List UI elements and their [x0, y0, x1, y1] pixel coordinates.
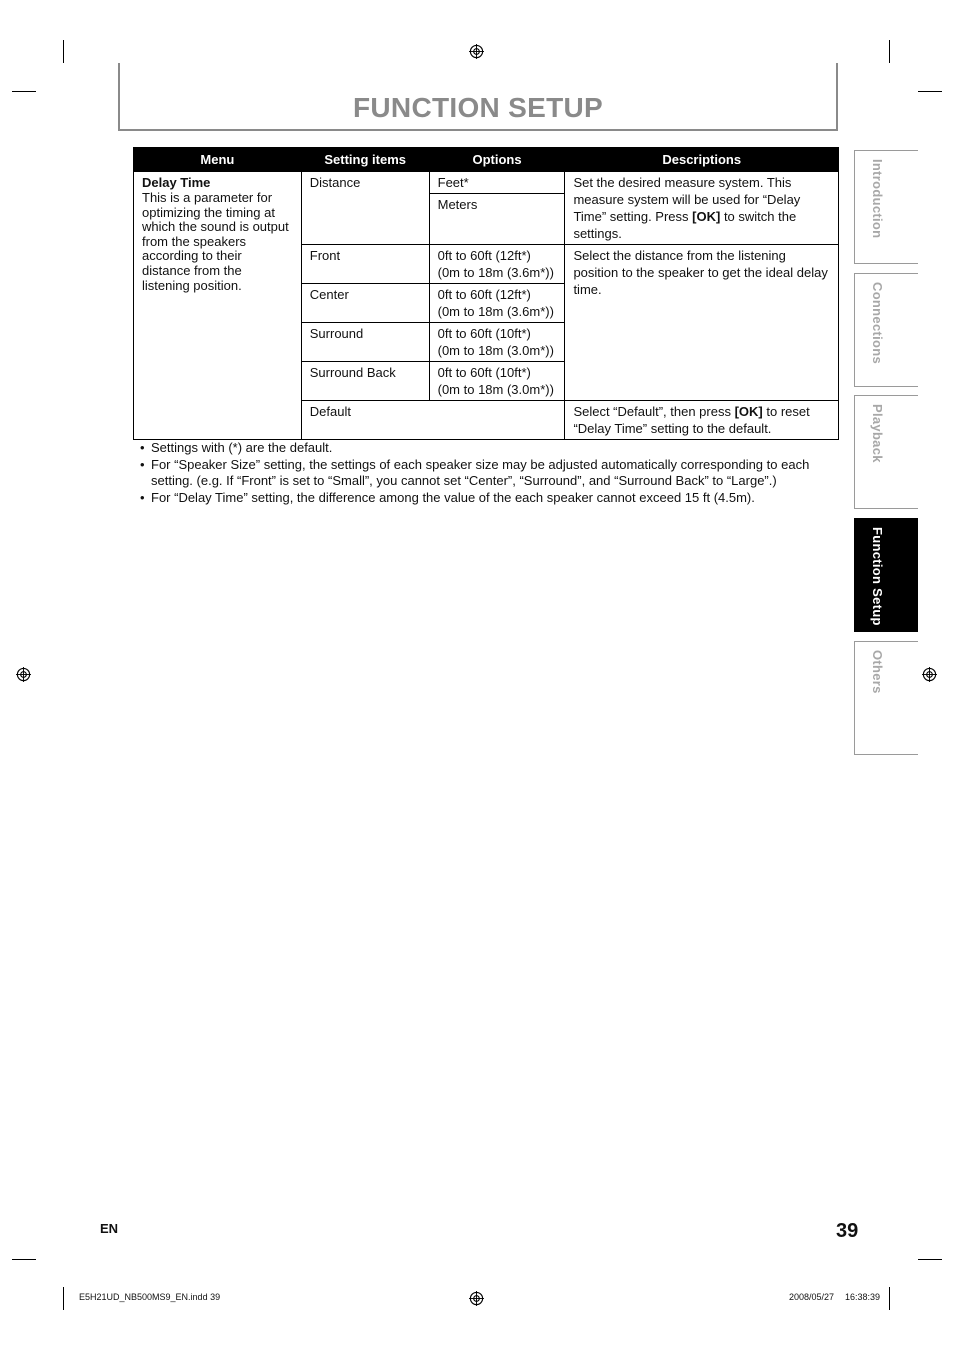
footer-file-name: E5H21UD_NB500MS9_EN.indd 39: [79, 1292, 221, 1302]
option-surround: [429, 323, 565, 362]
setting-item-surround-back: Surround Back: [301, 362, 429, 401]
crop-mark: [63, 1287, 64, 1310]
option-feet-range: 0ft to 60ft (12ft*): [437, 287, 531, 302]
page-number: 39: [836, 1220, 859, 1242]
setting-item-front: Front: [301, 245, 429, 284]
header-menu: Menu: [134, 148, 302, 172]
crop-mark: [918, 1259, 942, 1260]
crop-mark: [918, 91, 942, 92]
note-item: [140, 457, 840, 489]
option-meter-range: (0m to 18m (3.6m*)): [437, 265, 554, 280]
menu-description: This is a parameter for optimizing the timing at which the sound is output from the speakers according to their distance from the listening position.: [142, 190, 289, 293]
setting-item-center: Center: [301, 284, 429, 323]
footer-date: 2008/05/27: [789, 1292, 835, 1302]
description-text: Set the desired measure system. This measure system will be used for “Delay Time” setting. Press: [573, 175, 801, 224]
ok-key-label: [OK]: [734, 404, 763, 419]
option-feet: Feet*: [429, 172, 565, 194]
option-feet-range: 0ft to 60ft (10ft*): [437, 326, 531, 341]
registration-mark-icon: [922, 667, 937, 682]
footer-time: 16:38:39: [845, 1292, 881, 1302]
note-text: For “Delay Time” setting, the difference among the value of the each speaker cannot exceed 15 ft (4.5m).: [151, 490, 755, 505]
option-front: [429, 245, 565, 284]
table-row: [134, 172, 839, 194]
language-label: EN: [100, 1221, 119, 1236]
option-feet-range: 0ft to 60ft (10ft*): [437, 365, 531, 380]
option-center: [429, 284, 565, 323]
menu-cell: [134, 172, 302, 440]
note-text: For “Speaker Size” setting, the settings of each speaker size may be adjusted automatically corresponding to each setting. (e.g. If “Front” is set to “Small”, you cannot set “Center”, “Surround”, and “Surround Back” to “Large”.): [151, 457, 810, 488]
registration-mark-icon: [469, 1291, 484, 1306]
registration-mark-icon: [16, 667, 31, 682]
setting-item-default: Default: [301, 401, 565, 440]
option-meter-range: (0m to 18m (3.0m*)): [437, 382, 554, 397]
option-meters: Meters: [429, 194, 565, 245]
side-tab-label: Introduction: [870, 159, 885, 239]
side-tab-label: Playback: [870, 404, 885, 463]
crop-mark: [63, 40, 64, 63]
table-header-row: [134, 148, 839, 172]
description-text: to reset “Delay Time” setting to the default.: [573, 404, 810, 436]
setting-item-distance: Distance: [301, 172, 429, 245]
crop-mark: [12, 91, 36, 92]
notes-list: [140, 440, 840, 507]
description-text: to switch the settings.: [573, 209, 797, 241]
description-distance: [565, 172, 839, 245]
crop-mark: [12, 1259, 36, 1260]
side-tab-label: Others: [870, 650, 885, 694]
option-meter-range: (0m to 18m (3.0m*)): [437, 343, 554, 358]
option-surround-back: [429, 362, 565, 401]
option-feet-range: 0ft to 60ft (12ft*): [437, 248, 531, 263]
crop-mark: [889, 40, 890, 63]
ok-key-label: [OK]: [692, 209, 721, 224]
side-tab-function-setup[interactable]: [854, 518, 918, 632]
header-descriptions: Descriptions: [565, 148, 839, 172]
bullet: •: [140, 490, 145, 505]
page-title: FUNCTION SETUP: [353, 92, 603, 123]
side-tab-playback[interactable]: [854, 395, 918, 509]
description-speakers: Select the distance from the listening position to the speaker to get the ideal delay time.: [565, 245, 839, 401]
crop-mark: [889, 1287, 890, 1310]
registration-mark-icon: [469, 44, 484, 59]
header-options: Options: [429, 148, 565, 172]
bullet: •: [140, 440, 145, 455]
option-meter-range: (0m to 18m (3.6m*)): [437, 304, 554, 319]
description-text: Select “Default”, then press: [573, 404, 735, 419]
side-tab-connections[interactable]: [854, 273, 918, 387]
note-item: [140, 440, 840, 456]
delay-time-table: [133, 147, 839, 440]
bullet: •: [140, 457, 145, 472]
side-tab-others[interactable]: [854, 641, 918, 755]
header-setting-items: Setting items: [301, 148, 429, 172]
side-tab-introduction[interactable]: [854, 150, 918, 264]
setting-item-surround: Surround: [301, 323, 429, 362]
note-item: [140, 490, 840, 506]
description-default: [565, 401, 839, 440]
side-tab-label: Function Setup: [870, 527, 885, 626]
note-text: Settings with (*) are the default.: [151, 440, 333, 455]
menu-title: Delay Time: [142, 175, 211, 190]
side-tab-label: Connections: [870, 282, 885, 365]
